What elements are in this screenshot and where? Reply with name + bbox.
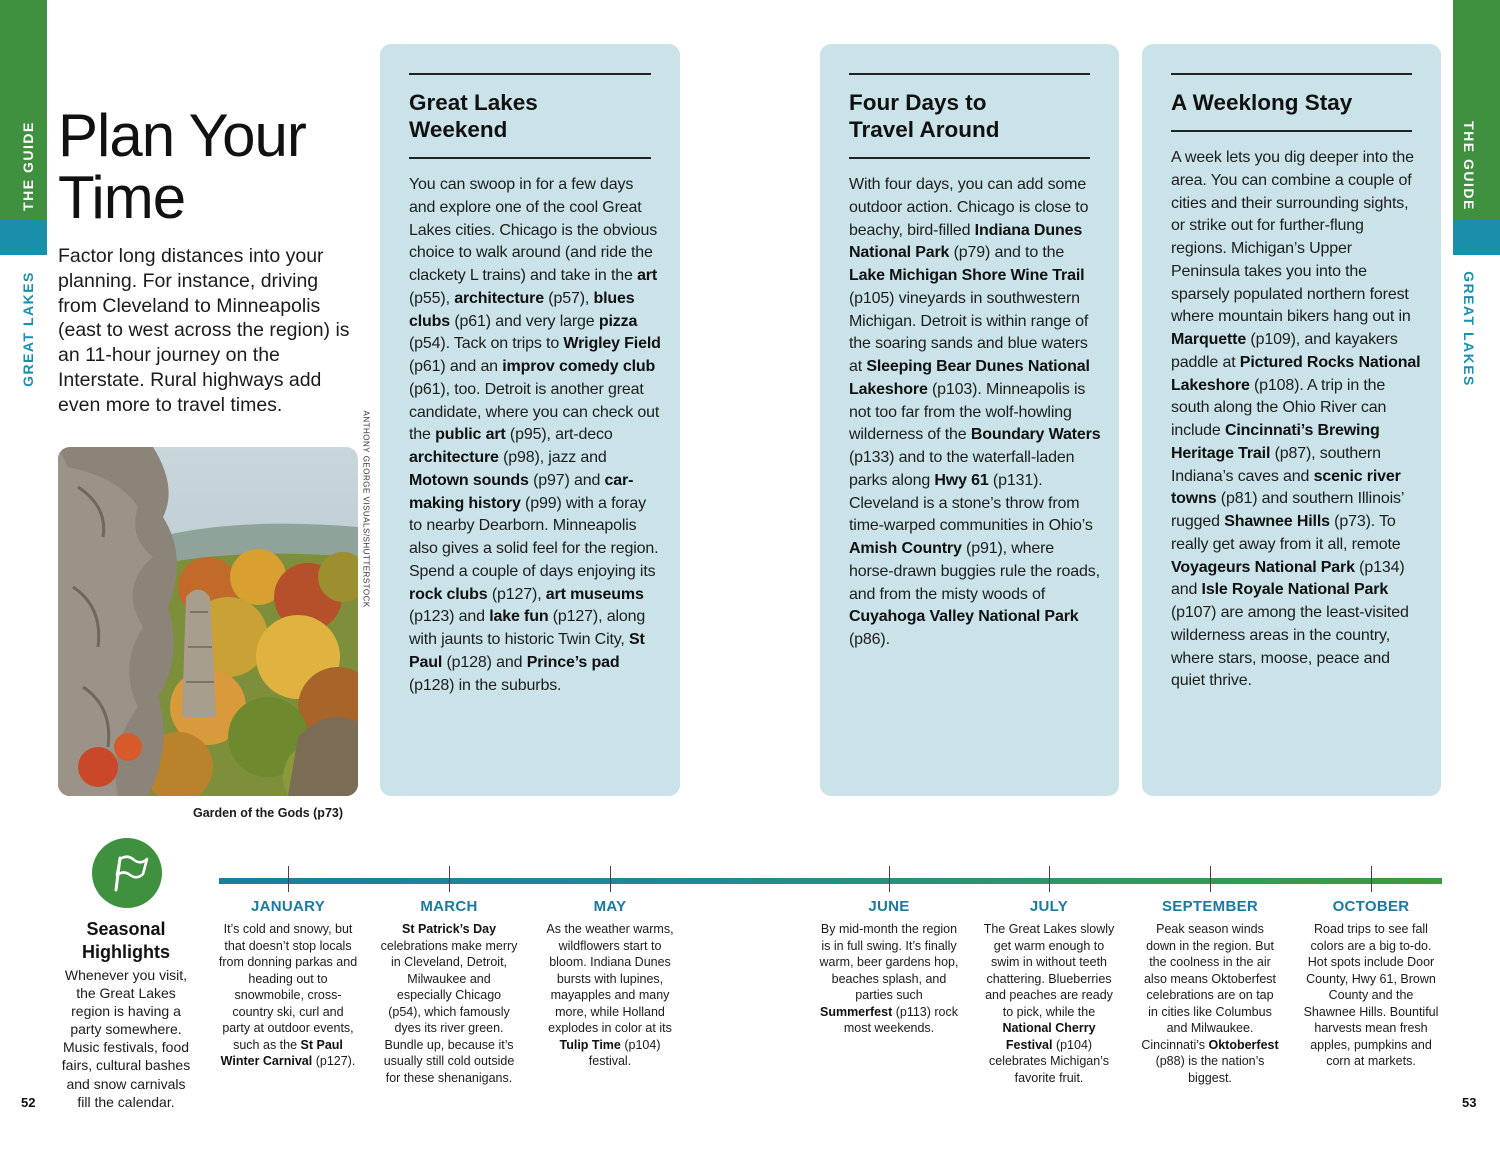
bold-highlight: Boundary Waters <box>970 426 1101 444</box>
month-description: By mid-month the region is in full swing. It’s finally warm, beer gardens hop, beaches splash, and parties such Summerfest (p113) rock most weekends. <box>819 922 959 1035</box>
bold-highlight: lake fun <box>489 608 549 626</box>
right-tab-region <box>1453 220 1500 255</box>
bold-highlight: Indiana Dunes National Park <box>849 221 1083 262</box>
left-tab-region <box>0 220 47 255</box>
month-label: OCTOBER <box>1332 898 1410 915</box>
bold-highlight: Oktoberfest <box>1208 1037 1279 1052</box>
itinerary-card-four-days <box>820 44 1119 796</box>
bold-highlight: Motown sounds <box>409 471 529 489</box>
garden-of-gods-photo <box>58 447 358 796</box>
page-title: Plan Your Time <box>58 102 306 231</box>
bold-highlight: rock clubs <box>409 585 488 603</box>
month-description: Peak season winds down in the region. But the coolness in the air also means Oktoberfest celebrations are on tap in cities like Columbus and Milwaukee. Cincinnati’s Oktoberfest (p88) is the nation’s biggest. <box>1141 922 1279 1085</box>
month-label: MAY <box>593 898 627 915</box>
month-label: JUNE <box>868 898 910 915</box>
month-description: It’s cold and snowy, but that doesn’t stop locals from donning parkas and heading out to snowmobile, cross-country ski, curl and party at outdoor events, such as the St Paul Winter Carnival (p127). <box>218 922 358 1068</box>
bold-highlight: Shawnee Hills <box>1224 513 1330 530</box>
bold-highlight: Hwy 61 <box>934 471 989 489</box>
month-description: The Great Lakes slowly get warm enough to swim in without teeth chattering. Blueberries and peaches are ready to pick, while the National Cherry Festival (p104) celebrates Michigan’s favorite fruit. <box>983 922 1115 1085</box>
month-description: Road trips to see fall colors are a big to-do. Hot spots include Door County, Hwy 61, Brown County and the Shawnee Hills. Bountiful harvests mean fresh apples, pumpkins and corn at markets. <box>1303 922 1439 1068</box>
left-guide-label: THE GUIDE <box>20 121 36 211</box>
bold-highlight: Voyageurs National Park <box>1171 558 1355 576</box>
month-label: SEPTEMBER <box>1161 898 1259 915</box>
timeline-tick <box>1371 866 1372 892</box>
bold-highlight: public art <box>435 426 506 444</box>
card-rule-top <box>849 73 1090 75</box>
page-number-right: 53 <box>1462 1095 1477 1110</box>
itinerary-card-weeklong <box>1142 44 1441 796</box>
photo-caption: Garden of the Gods (p73) <box>193 806 344 820</box>
page-number-left: 52 <box>21 1095 36 1110</box>
card-title: Great Lakes Weekend <box>409 90 538 142</box>
itinerary-card-weekend <box>380 44 680 796</box>
bold-highlight: Amish Country <box>849 540 962 557</box>
timeline-tick <box>610 866 611 892</box>
seasonal-title: Seasonal Highlights <box>82 919 170 962</box>
photo-credit: ANTHONY GEORGE VISUALS/SHUTTERSTOCK <box>361 410 371 608</box>
card-title: A Weeklong Stay <box>1171 90 1353 115</box>
bold-highlight: St Paul <box>409 631 645 671</box>
timeline-tick <box>449 866 450 892</box>
card-rule-bottom <box>849 157 1090 159</box>
bold-highlight: architecture <box>409 449 499 466</box>
timeline-bar <box>219 878 1442 884</box>
bold-highlight: St Paul Winter Carnival <box>220 1037 343 1068</box>
month-description: St Patrick’s Day celebrations make merry in Cleveland, Detroit, Milwaukee and especially Chicago (p54), which famously dyes its river green. Bundle up, because it’s usually still cold outside for these shenanigans. <box>380 922 518 1085</box>
timeline-tick <box>889 866 890 892</box>
bold-highlight: St Patrick’s Day <box>401 922 497 936</box>
bold-highlight: architecture <box>454 289 544 307</box>
timeline-tick <box>1049 866 1050 892</box>
right-region-label: GREAT LAKES <box>1461 271 1477 387</box>
card-rule-top <box>1171 73 1412 75</box>
month-label: JANUARY <box>250 898 326 915</box>
bold-highlight: Tulip Time <box>559 1037 621 1052</box>
bold-highlight: car-making history <box>409 471 634 512</box>
bold-highlight: Prince’s pad <box>526 653 620 671</box>
seasonal-text: Whenever you visit, the Great Lakes region is having a party somewhere. Music festivals, food fairs, cultural bashes and snow carnivals fill the calendar. <box>61 967 191 1110</box>
right-guide-label: THE GUIDE <box>1461 121 1477 211</box>
card-rule-top <box>409 73 651 75</box>
bold-highlight: Pictured Rocks National Lakeshore <box>1171 353 1421 394</box>
bold-highlight: blues clubs <box>409 289 635 330</box>
month-label: JULY <box>1029 898 1069 915</box>
bold-highlight: Lake Michigan Shore Wine Trail <box>849 267 1085 284</box>
timeline-tick <box>1210 866 1211 892</box>
timeline-tick <box>288 866 289 892</box>
bold-highlight: National Cherry Festival <box>1002 1021 1096 1052</box>
bold-highlight: art museums <box>545 585 644 603</box>
month-label: MARCH <box>420 898 478 915</box>
card-text: A week lets you dig deeper into the area. You can combine a couple of cities and their surrounding sights, or strike out for further-flung regions. Michigan’s Upper Peninsula takes you into the sparsely populated northern forest where mountain bikers hang out in Marquette (p109), and kayakers paddle at Pictured Rocks National Lakeshore (p108). A trip in the south along the Ohio River can include Cincinnati’s Brewing Heritage Trail (p87), southern Indiana’s caves and scenic river towns (p81) and southern Illinois’ rugged Shawnee Hills (p73). To really get away from it all, remote Voyageurs National Park (p134) and Isle Royale National Park (p107) are among the least-visited wilderness areas in the country, where stars, moose, peace and quiet thrive. <box>1171 149 1421 690</box>
card-text: With four days, you can add some outdoor action. Chicago is close to beachy, bird-filled Indiana Dunes National Park (p79) and to the Lake Michigan Shore Wine Trail (p105) vineyards in southwestern Michigan. Detroit is within range of the soaring sands and blue waters at Sleeping Bear Dunes National Lakeshore (p103). Minneapolis is not too far from the wolf-howling wilderness of the Boundary Waters (p133) and to the waterfall-laden parks along Hwy 61 (p131). Cleveland is a stone’s throw from time-warped communities in Ohio’s Amish Country (p91), where horse-drawn buggies rule the roads, and from the misty woods of Cuyahoga Valley National Park (p86). <box>849 176 1101 648</box>
bold-highlight: scenic river towns <box>1171 467 1401 508</box>
bold-highlight: Cincinnati’s Brewing Heritage Trail <box>1171 422 1380 462</box>
intro-text: Factor long distances into your planning. For instance, driving from Cleveland to Minneapolis (east to west across the region) is an 11-hour journey on the Interstate. Rural highways add even more to travel times. <box>58 245 350 416</box>
bold-highlight: Summerfest <box>819 1004 893 1019</box>
card-text: You can swoop in for a few days and explore one of the cool Great Lakes cities. Chicago is the obvious choice to walk around (and ride the clackety L trains) and take in the art (p55), architecture (p57), blues clubs (p61) and very large pizza (p54). Tack on trips to Wrigley Field (p61) and an improv comedy club (p61), too. Detroit is another great candidate, where you can check out the public art (p95), art-deco architecture (p98), jazz and Motown sounds (p97) and car-making history (p99) with a foray to nearby Dearborn. Minneapolis also gives a solid feel for the region. Spend a couple of days enjoying its rock clubs (p127), art museums (p123) and lake fun (p127), along with jaunts to historic Twin City, St Paul (p128) and Prince’s pad (p128) in the suburbs. <box>409 176 661 694</box>
card-rule-bottom <box>409 157 651 159</box>
month-description: As the weather warms, wildflowers start to bloom. Indiana Dunes bursts with lupines, mayapples and many more, while Holland explodes in color at its Tulip Time (p104) festival. <box>546 922 674 1068</box>
bold-highlight: Wrigley Field <box>563 335 661 353</box>
card-title: Four Days to Travel Around <box>849 90 1000 142</box>
bold-highlight: art <box>637 267 658 284</box>
flag-icon <box>92 838 162 908</box>
landscape-illustration <box>58 447 358 796</box>
bold-highlight: Marquette <box>1171 331 1247 348</box>
bold-highlight: pizza <box>598 312 638 330</box>
bold-highlight: Sleeping Bear Dunes National Lakeshore <box>849 358 1090 398</box>
left-region-label: GREAT LAKES <box>20 271 36 387</box>
card-rule-bottom <box>1171 130 1412 132</box>
bold-highlight: Cuyahoga Valley National Park <box>849 608 1079 626</box>
bold-highlight: improv comedy club <box>502 358 656 375</box>
bold-highlight: Isle Royale National Park <box>1201 581 1389 599</box>
